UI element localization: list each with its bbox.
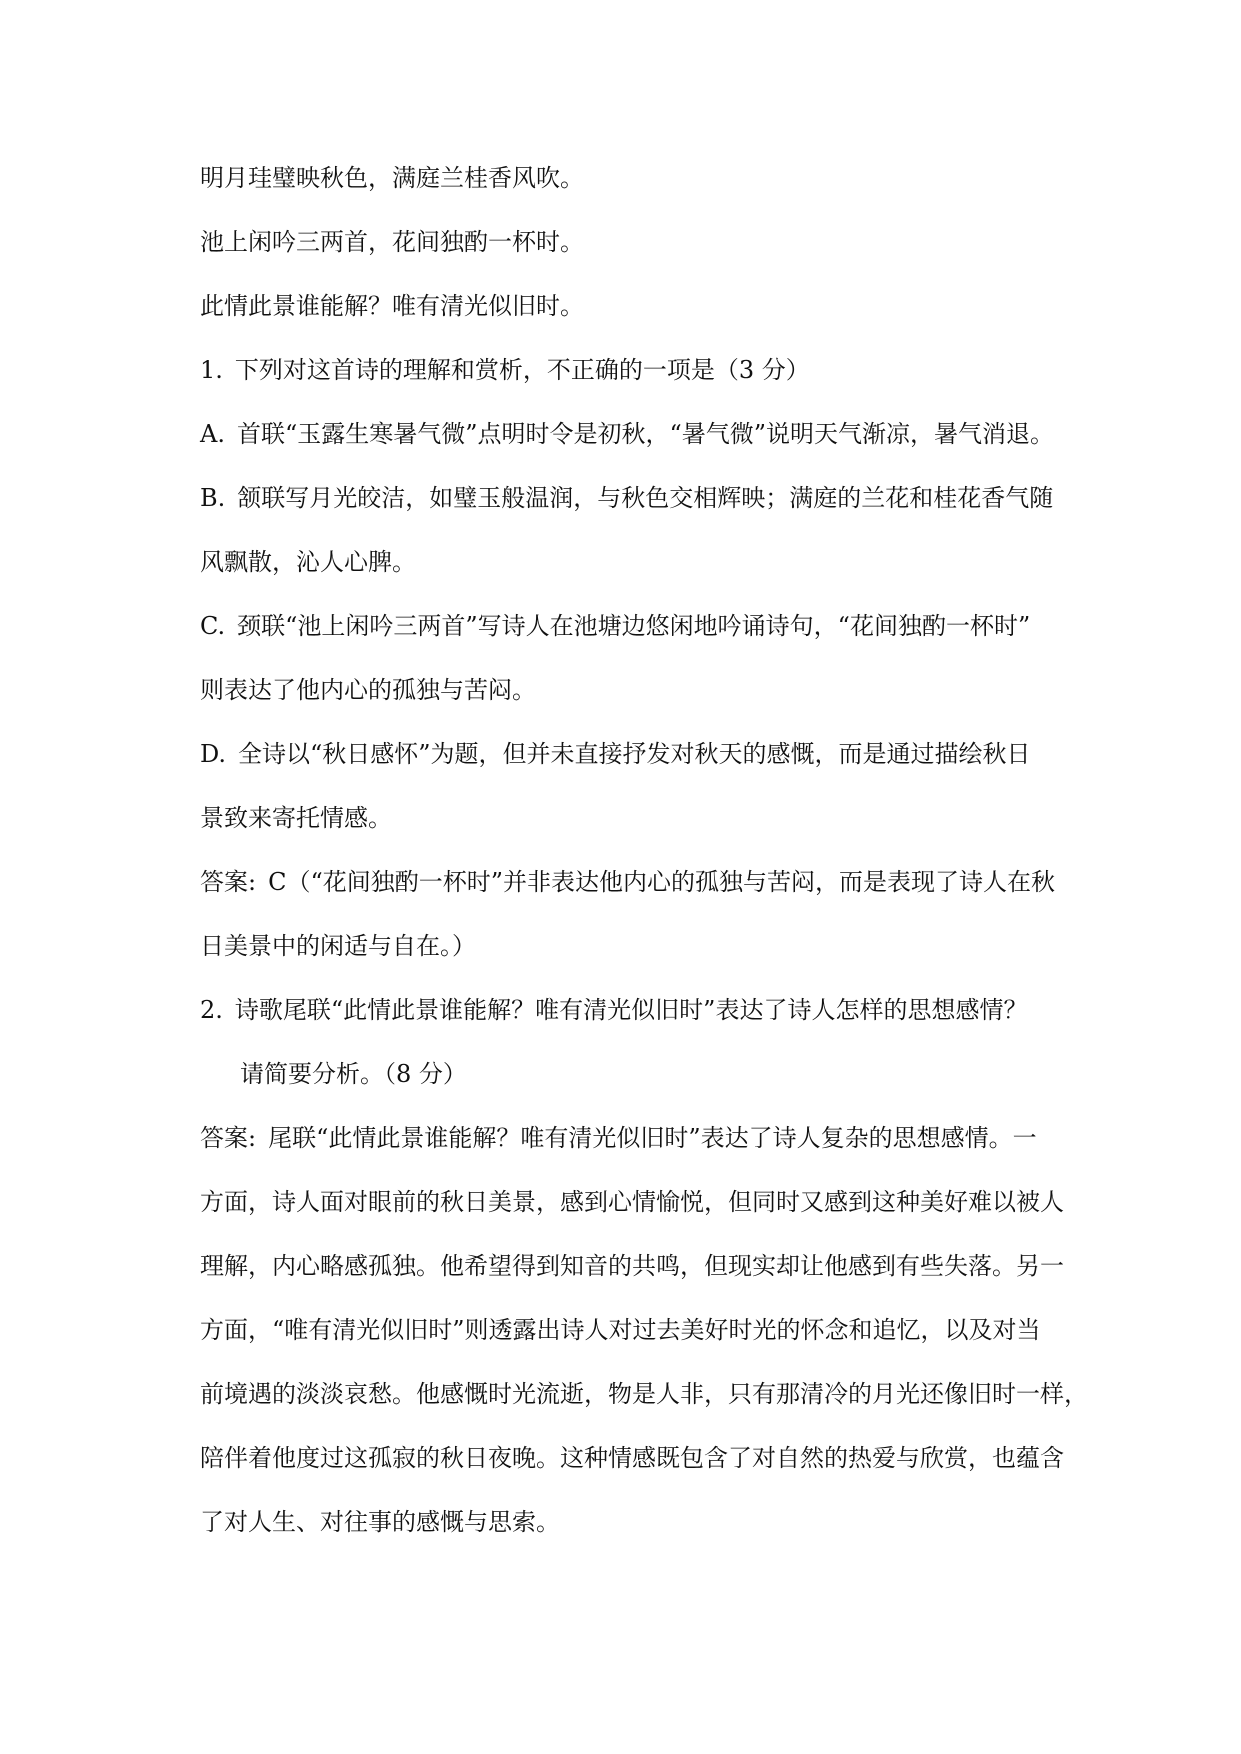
option-d-text: 全诗以“秋日感怀”为题，但并未直接抒发对秋天的感慨，而是通过描绘秋日 bbox=[238, 740, 1031, 768]
question-2-number: 2. bbox=[200, 996, 223, 1024]
option-b-letter: B. bbox=[200, 484, 226, 512]
question-2 bbox=[200, 978, 1090, 1042]
option-c-text: 颈联“池上闲吟三两首”写诗人在池塘边悠闲地吟诵诗句，“花间独酌一杯时” bbox=[237, 612, 1031, 640]
option-d bbox=[200, 722, 1090, 786]
option-b-text: 颔联写月光皎洁，如璧玉般温润，与秋色交相辉映；满庭的兰花和桂花香气随 bbox=[237, 484, 1054, 512]
option-b-continued: 风飘散，沁人心脾。 bbox=[200, 548, 416, 576]
poem-line-1: 明月珪璧映秋色，满庭兰桂香风吹。 bbox=[200, 164, 584, 192]
answer-2-line-3: 理解，内心略感孤独。他希望得到知音的共鸣，但现实却让他感到有些失落。另一 bbox=[200, 1252, 1064, 1280]
answer-2-line-5: 前境遇的淡淡哀愁。他感慨时光流逝，物是人非，只有那清冷的月光还像旧时一样， bbox=[200, 1380, 1088, 1408]
answer-1-text: C（“花间独酌一杯时”并非表达他内心的孤独与苦闷，而是表现了诗人在秋 bbox=[268, 868, 1055, 896]
document-body bbox=[200, 146, 1090, 1554]
poem-line-2: 池上闲吟三两首，花间独酌一杯时。 bbox=[200, 228, 584, 256]
option-c-continued: 则表达了他内心的孤独与苦闷。 bbox=[200, 676, 536, 704]
option-a-letter: A. bbox=[200, 420, 225, 448]
answer-1 bbox=[200, 850, 1090, 914]
answer-2-line-7: 了对人生、对往事的感慨与思索。 bbox=[200, 1508, 560, 1536]
question-2-text: 诗歌尾联“此情此景谁能解？唯有清光似旧时”表达了诗人怎样的思想感情？ bbox=[234, 996, 1028, 1024]
option-c-letter: C. bbox=[200, 612, 226, 640]
answer-2-line-6: 陪伴着他度过这孤寂的秋日夜晚。这种情感既包含了对自然的热爱与欣赏，也蕴含 bbox=[200, 1444, 1064, 1472]
option-a-text: 首联“玉露生寒暑气微”点明时令是初秋，“暑气微”说明天气渐凉，暑气消退。 bbox=[236, 420, 1055, 448]
answer-1-label: 答案: bbox=[200, 868, 257, 896]
poem-line-3: 此情此景谁能解？唯有清光似旧时。 bbox=[200, 292, 584, 320]
option-b bbox=[200, 466, 1090, 530]
answer-2 bbox=[200, 1106, 1090, 1170]
option-d-letter: D. bbox=[200, 740, 227, 768]
answer-2-text: 尾联“此情此景谁能解？唯有清光似旧时”表达了诗人复杂的思想感情。一 bbox=[268, 1124, 1037, 1152]
question-1-number: 1. bbox=[200, 356, 223, 384]
answer-2-label: 答案: bbox=[200, 1124, 257, 1152]
question-1-text: 下列对这首诗的理解和赏析，不正确的一项是（3 分） bbox=[234, 356, 810, 384]
answer-2-line-4: 方面，“唯有清光似旧时”则透露出诗人对过去美好时光的怀念和追忆，以及对当 bbox=[200, 1316, 1041, 1344]
answer-2-line-2: 方面，诗人面对眼前的秋日美景，感到心情愉悦，但同时又感到这种美好难以被人 bbox=[200, 1188, 1064, 1216]
question-2-continued: 请简要分析。（8 分） bbox=[240, 1060, 467, 1088]
option-c bbox=[200, 594, 1090, 658]
option-d-continued: 景致来寄托情感。 bbox=[200, 804, 392, 832]
question-1 bbox=[200, 338, 1090, 402]
option-a bbox=[200, 402, 1090, 466]
answer-1-continued: 日美景中的闲适与自在。） bbox=[200, 932, 476, 960]
